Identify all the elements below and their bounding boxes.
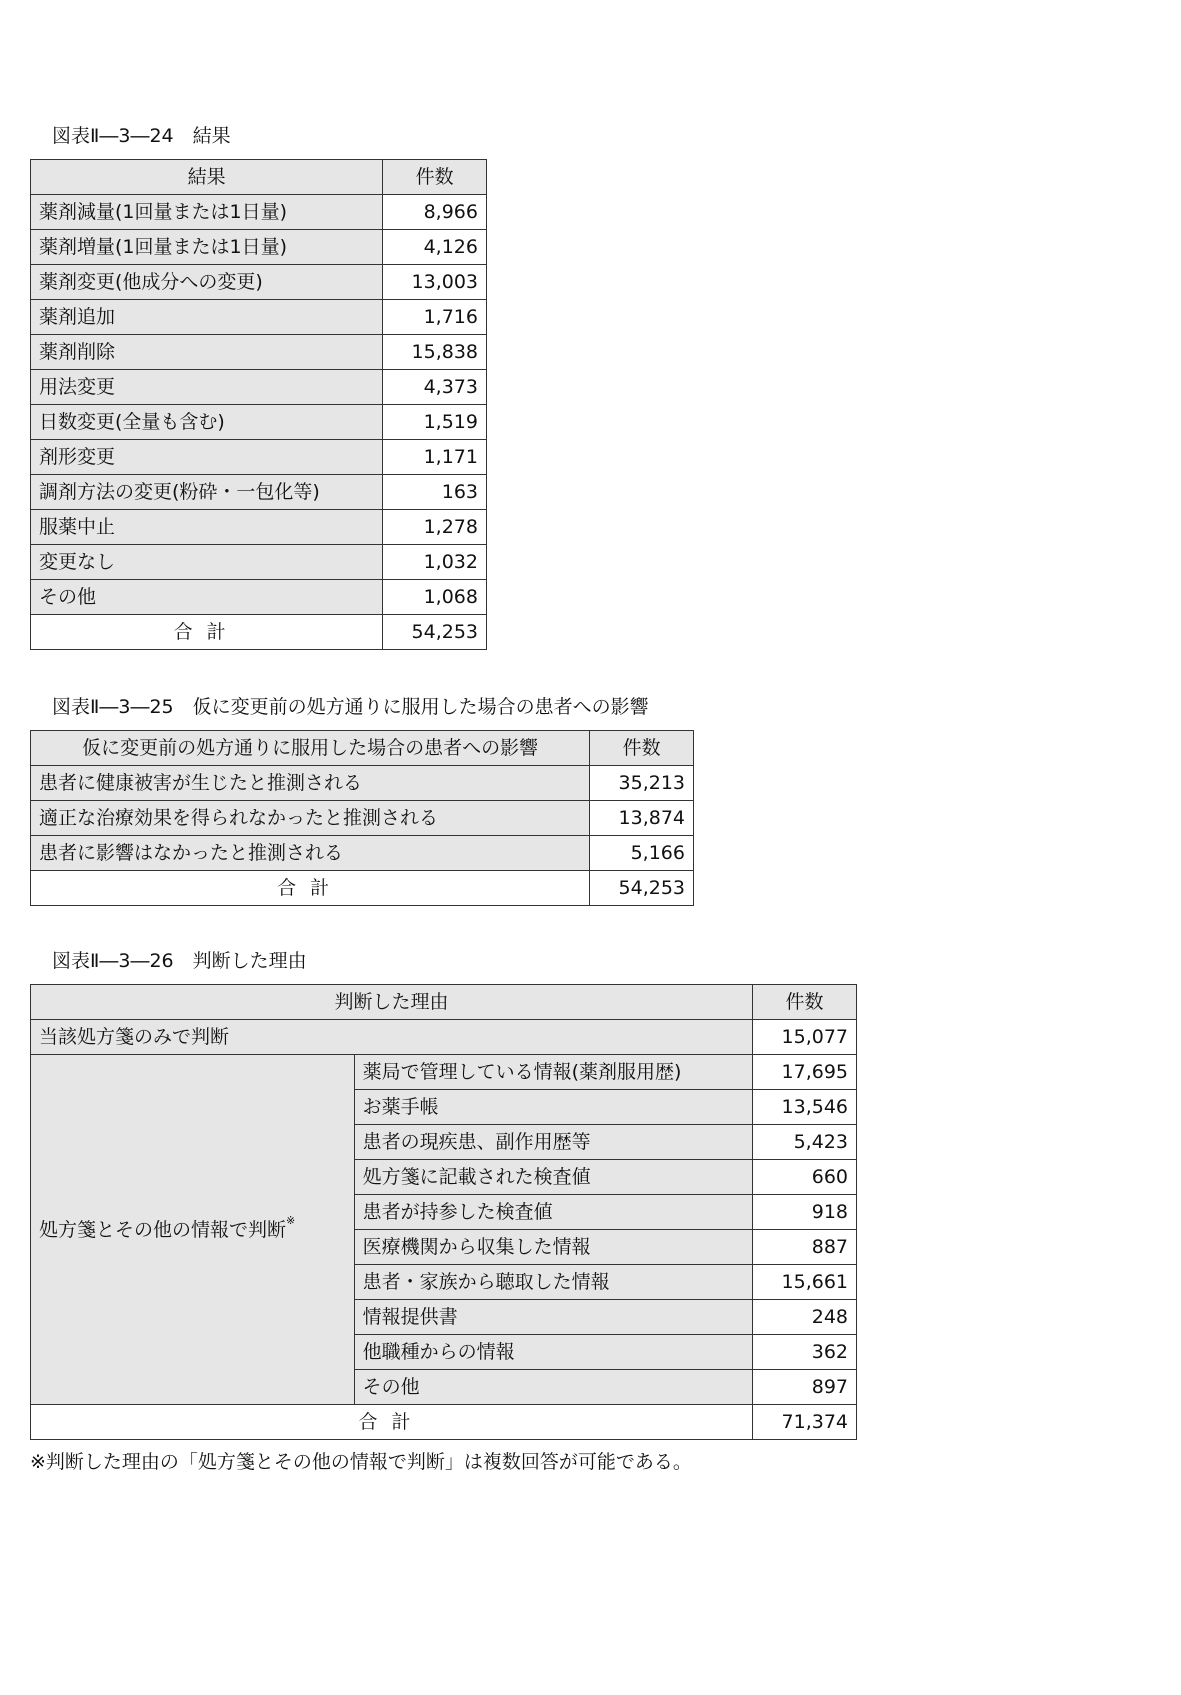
total-row bbox=[31, 871, 694, 906]
group-label-text: 処方箋とその他の情報で判断 bbox=[39, 1218, 287, 1241]
impact-table bbox=[30, 730, 694, 906]
table-row bbox=[31, 335, 487, 370]
row-count: 1,171 bbox=[383, 440, 487, 475]
row-label: 薬剤追加 bbox=[31, 300, 383, 335]
header-count: 件数 bbox=[753, 985, 857, 1020]
row-count: 35,213 bbox=[590, 766, 694, 801]
footnote: ※判断した理由の「処方箋とその他の情報で判断」は複数回答が可能である。 bbox=[30, 1451, 692, 1473]
row-count: 660 bbox=[753, 1160, 857, 1195]
row-label: 患者・家族から聴取した情報 bbox=[354, 1265, 753, 1300]
total-count: 54,253 bbox=[590, 871, 694, 906]
row-count: 362 bbox=[753, 1335, 857, 1370]
table-row bbox=[31, 195, 487, 230]
row-label: 服薬中止 bbox=[31, 510, 383, 545]
row-count: 163 bbox=[383, 475, 487, 510]
total-row bbox=[31, 1405, 857, 1440]
table-row bbox=[31, 510, 487, 545]
header-count: 件数 bbox=[383, 160, 487, 195]
header-label: 仮に変更前の処方通りに服用した場合の患者への影響 bbox=[31, 731, 590, 766]
row-count: 17,695 bbox=[753, 1055, 857, 1090]
row-label: その他 bbox=[354, 1370, 753, 1405]
table-header-row bbox=[31, 160, 487, 195]
row-count: 1,032 bbox=[383, 545, 487, 580]
row-count: 1,519 bbox=[383, 405, 487, 440]
row-label: 適正な治療効果を得られなかったと推測される bbox=[31, 801, 590, 836]
row-count: 248 bbox=[753, 1300, 857, 1335]
row-count: 1,068 bbox=[383, 580, 487, 615]
row-count: 8,966 bbox=[383, 195, 487, 230]
header-label: 結果 bbox=[31, 160, 383, 195]
table-row bbox=[31, 801, 694, 836]
row-count: 15,838 bbox=[383, 335, 487, 370]
row-label: 薬剤増量(1回量または1日量) bbox=[31, 230, 383, 265]
row-label: 医療機関から収集した情報 bbox=[354, 1230, 753, 1265]
row-count: 15,661 bbox=[753, 1265, 857, 1300]
table-row bbox=[31, 265, 487, 300]
table-row bbox=[31, 1055, 857, 1090]
row-count: 4,373 bbox=[383, 370, 487, 405]
row-label: その他 bbox=[31, 580, 383, 615]
table-row bbox=[31, 766, 694, 801]
row-label: 薬局で管理している情報(薬剤服用歴) bbox=[354, 1055, 753, 1090]
row-label: 日数変更(全量も含む) bbox=[31, 405, 383, 440]
row-count: 5,423 bbox=[753, 1125, 857, 1160]
row-label: 患者が持参した検査値 bbox=[354, 1195, 753, 1230]
row-label: 当該処方箋のみで判断 bbox=[31, 1020, 753, 1055]
row-count: 918 bbox=[753, 1195, 857, 1230]
row-count: 13,546 bbox=[753, 1090, 857, 1125]
row-label: 他職種からの情報 bbox=[354, 1335, 753, 1370]
table-row bbox=[31, 836, 694, 871]
table-row bbox=[31, 1020, 857, 1055]
group-label bbox=[31, 1055, 355, 1405]
header-label: 判断した理由 bbox=[31, 985, 753, 1020]
row-label: 処方箋に記載された検査値 bbox=[354, 1160, 753, 1195]
total-label: 合計 bbox=[31, 1405, 753, 1440]
row-label: 薬剤削除 bbox=[31, 335, 383, 370]
table-row bbox=[31, 545, 487, 580]
table-row bbox=[31, 475, 487, 510]
row-label: 剤形変更 bbox=[31, 440, 383, 475]
row-count: 13,003 bbox=[383, 265, 487, 300]
row-label: 変更なし bbox=[31, 545, 383, 580]
total-count: 54,253 bbox=[383, 615, 487, 650]
row-label: 患者に影響はなかったと推測される bbox=[31, 836, 590, 871]
row-label: 薬剤減量(1回量または1日量) bbox=[31, 195, 383, 230]
row-label: 薬剤変更(他成分への変更) bbox=[31, 265, 383, 300]
total-label: 合計 bbox=[31, 871, 590, 906]
row-count: 1,716 bbox=[383, 300, 487, 335]
table-row bbox=[31, 370, 487, 405]
row-count: 897 bbox=[753, 1370, 857, 1405]
reason-table bbox=[30, 984, 857, 1440]
row-label: 用法変更 bbox=[31, 370, 383, 405]
row-count: 1,278 bbox=[383, 510, 487, 545]
row-count: 15,077 bbox=[753, 1020, 857, 1055]
table-header-row bbox=[31, 985, 857, 1020]
row-label: お薬手帳 bbox=[354, 1090, 753, 1125]
row-label: 情報提供書 bbox=[354, 1300, 753, 1335]
row-count: 5,166 bbox=[590, 836, 694, 871]
table-row bbox=[31, 405, 487, 440]
table2-caption: 図表Ⅱ―3―25 仮に変更前の処方通りに服用した場合の患者への影響 bbox=[52, 696, 649, 718]
total-row bbox=[31, 615, 487, 650]
table3-caption: 図表Ⅱ―3―26 判断した理由 bbox=[52, 950, 307, 972]
table1-caption: 図表Ⅱ―3―24 結果 bbox=[52, 125, 231, 147]
table-header-row bbox=[31, 731, 694, 766]
table-row bbox=[31, 300, 487, 335]
total-count: 71,374 bbox=[753, 1405, 857, 1440]
table-row bbox=[31, 580, 487, 615]
header-count: 件数 bbox=[590, 731, 694, 766]
group-label-mark: ※ bbox=[286, 1213, 296, 1227]
row-count: 4,126 bbox=[383, 230, 487, 265]
row-label: 患者の現疾患、副作用歴等 bbox=[354, 1125, 753, 1160]
table-row bbox=[31, 230, 487, 265]
results-table bbox=[30, 159, 487, 650]
row-label: 患者に健康被害が生じたと推測される bbox=[31, 766, 590, 801]
row-count: 13,874 bbox=[590, 801, 694, 836]
table-row bbox=[31, 440, 487, 475]
total-label: 合計 bbox=[31, 615, 383, 650]
row-count: 887 bbox=[753, 1230, 857, 1265]
row-label: 調剤方法の変更(粉砕・一包化等) bbox=[31, 475, 383, 510]
